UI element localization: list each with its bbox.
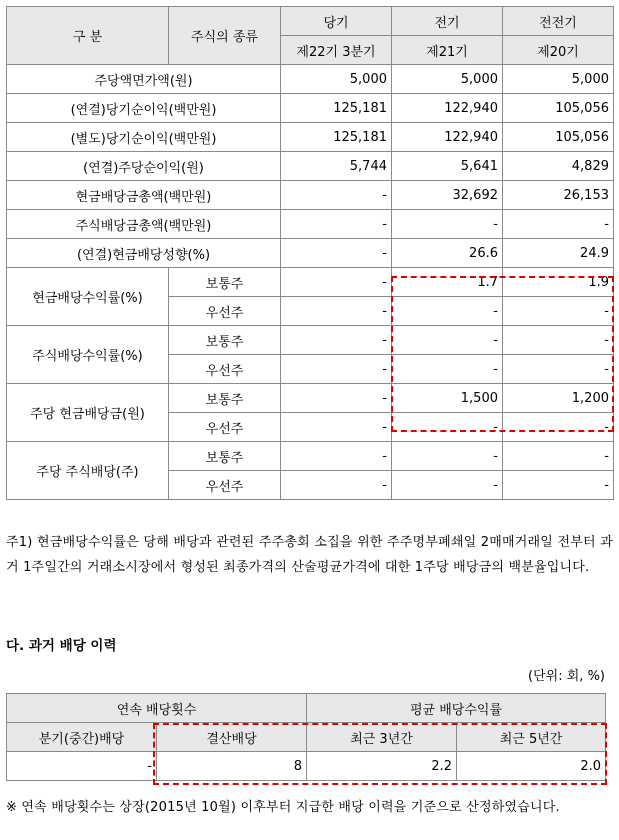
header-before-previous-period: 제20기: [503, 36, 614, 65]
header-current-period: 제22기 3분기: [281, 36, 392, 65]
row-label: 주당액면가액(원): [7, 65, 281, 94]
value-before-previous: -: [503, 413, 614, 442]
stock-type: 우선주: [169, 297, 281, 326]
value-settlement: 8: [157, 752, 307, 781]
stock-type: 보통주: [169, 326, 281, 355]
unit-label: (단위: 회, %): [528, 669, 605, 684]
value-current: -: [281, 326, 392, 355]
value-before-previous: -: [503, 297, 614, 326]
value-previous: 1.7: [392, 268, 503, 297]
stock-type: 우선주: [169, 355, 281, 384]
value-before-previous: -: [503, 442, 614, 471]
table-row: [7, 123, 614, 152]
value-current: -: [281, 355, 392, 384]
value-previous: 5,641: [392, 152, 503, 181]
value-current: 5,744: [281, 152, 392, 181]
header-recent-3y: 최근 3년간: [307, 723, 457, 752]
row-label: (연결)당기순이익(백만원): [7, 94, 281, 123]
value-current: -: [281, 297, 392, 326]
value-before-previous: 24.9: [503, 239, 614, 268]
value-previous: -: [392, 326, 503, 355]
value-before-previous: 1.9: [503, 268, 614, 297]
value-previous: -: [392, 413, 503, 442]
group-label: 주당 현금배당금(원): [7, 384, 169, 442]
row-label: (별도)당기순이익(백만원): [7, 123, 281, 152]
row-label: 현금배당금총액(백만원): [7, 181, 281, 210]
value-previous: -: [392, 442, 503, 471]
section-heading: 다. 과거 배당 이력: [6, 638, 117, 654]
value-before-previous: 105,056: [503, 123, 614, 152]
value-current: 125,181: [281, 94, 392, 123]
value-previous: -: [392, 471, 503, 500]
stock-type: 보통주: [169, 442, 281, 471]
header-category: 구 분: [7, 7, 169, 65]
row-label: (연결)현금배당성향(%): [7, 239, 281, 268]
value-recent-3y: 2.2: [307, 752, 457, 781]
header-current: 당기: [281, 7, 392, 36]
dividend-table: [6, 6, 614, 500]
value-current: 125,181: [281, 123, 392, 152]
header-previous-period: 제21기: [392, 36, 503, 65]
value-previous: 122,940: [392, 94, 503, 123]
stock-type: 보통주: [169, 384, 281, 413]
value-current: -: [281, 384, 392, 413]
table-row: [7, 94, 614, 123]
row-label: 주식배당금총액(백만원): [7, 210, 281, 239]
header-average-yield: 평균 배당수익률: [307, 694, 606, 723]
table-row: [7, 384, 614, 413]
table-row: [7, 152, 614, 181]
history-footnote: ※ 연속 배당횟수는 상장(2015년 10월) 이후부터 지급한 배당 이력을 기준으로 산정하였습니다.: [6, 800, 560, 815]
value-previous: 32,692: [392, 181, 503, 210]
header-quarterly: 분기(중간)배당: [7, 723, 157, 752]
value-previous: 5,000: [392, 65, 503, 94]
group-label: 현금배당수익률(%): [7, 268, 169, 326]
value-current: -: [281, 471, 392, 500]
group-label: 주식배당수익률(%): [7, 326, 169, 384]
table-row: [7, 442, 614, 471]
value-current: 5,000: [281, 65, 392, 94]
value-previous: 26.6: [392, 239, 503, 268]
value-before-previous: -: [503, 355, 614, 384]
value-current: -: [281, 268, 392, 297]
value-previous: 1,500: [392, 384, 503, 413]
stock-type: 우선주: [169, 413, 281, 442]
value-before-previous: 1,200: [503, 384, 614, 413]
value-before-previous: 26,153: [503, 181, 614, 210]
value-current: -: [281, 210, 392, 239]
table-row: [7, 181, 614, 210]
header-before-previous: 전전기: [503, 7, 614, 36]
header-recent-5y: 최근 5년간: [457, 723, 606, 752]
value-current: -: [281, 239, 392, 268]
header-consecutive-dividends: 연속 배당횟수: [7, 694, 307, 723]
value-before-previous: 4,829: [503, 152, 614, 181]
value-before-previous: -: [503, 471, 614, 500]
value-current: -: [281, 442, 392, 471]
table-row: [7, 268, 614, 297]
value-before-previous: -: [503, 210, 614, 239]
dividend-history-table: [6, 693, 606, 781]
value-before-previous: 105,056: [503, 94, 614, 123]
value-previous: -: [392, 355, 503, 384]
value-quarterly: -: [7, 752, 157, 781]
dividend-yield-footnote: 주1) 현금배당수익률은 당해 배당과 관련된 주주총회 소집을 위한 주주명부폐쇄일 2매매거래일 전부터 과거 1주일간의 거래소시장에서 형성된 최종가격의 산술평균가격에 대한 1주당 배당금의 백분율입니다.: [6, 535, 613, 575]
group-label: 주당 주식배당(주): [7, 442, 169, 500]
stock-type: 보통주: [169, 268, 281, 297]
value-current: -: [281, 413, 392, 442]
header-previous: 전기: [392, 7, 503, 36]
value-recent-5y: 2.0: [457, 752, 606, 781]
header-stock-type: 주식의 종류: [169, 7, 281, 65]
value-previous: 122,940: [392, 123, 503, 152]
value-before-previous: -: [503, 326, 614, 355]
stock-type: 우선주: [169, 471, 281, 500]
value-previous: -: [392, 297, 503, 326]
value-current: -: [281, 181, 392, 210]
table-row: [7, 210, 614, 239]
table-row: [7, 326, 614, 355]
value-before-previous: 5,000: [503, 65, 614, 94]
table-row: [7, 65, 614, 94]
row-label: (연결)주당순이익(원): [7, 152, 281, 181]
table-row: [7, 239, 614, 268]
header-settlement: 결산배당: [157, 723, 307, 752]
value-previous: -: [392, 210, 503, 239]
